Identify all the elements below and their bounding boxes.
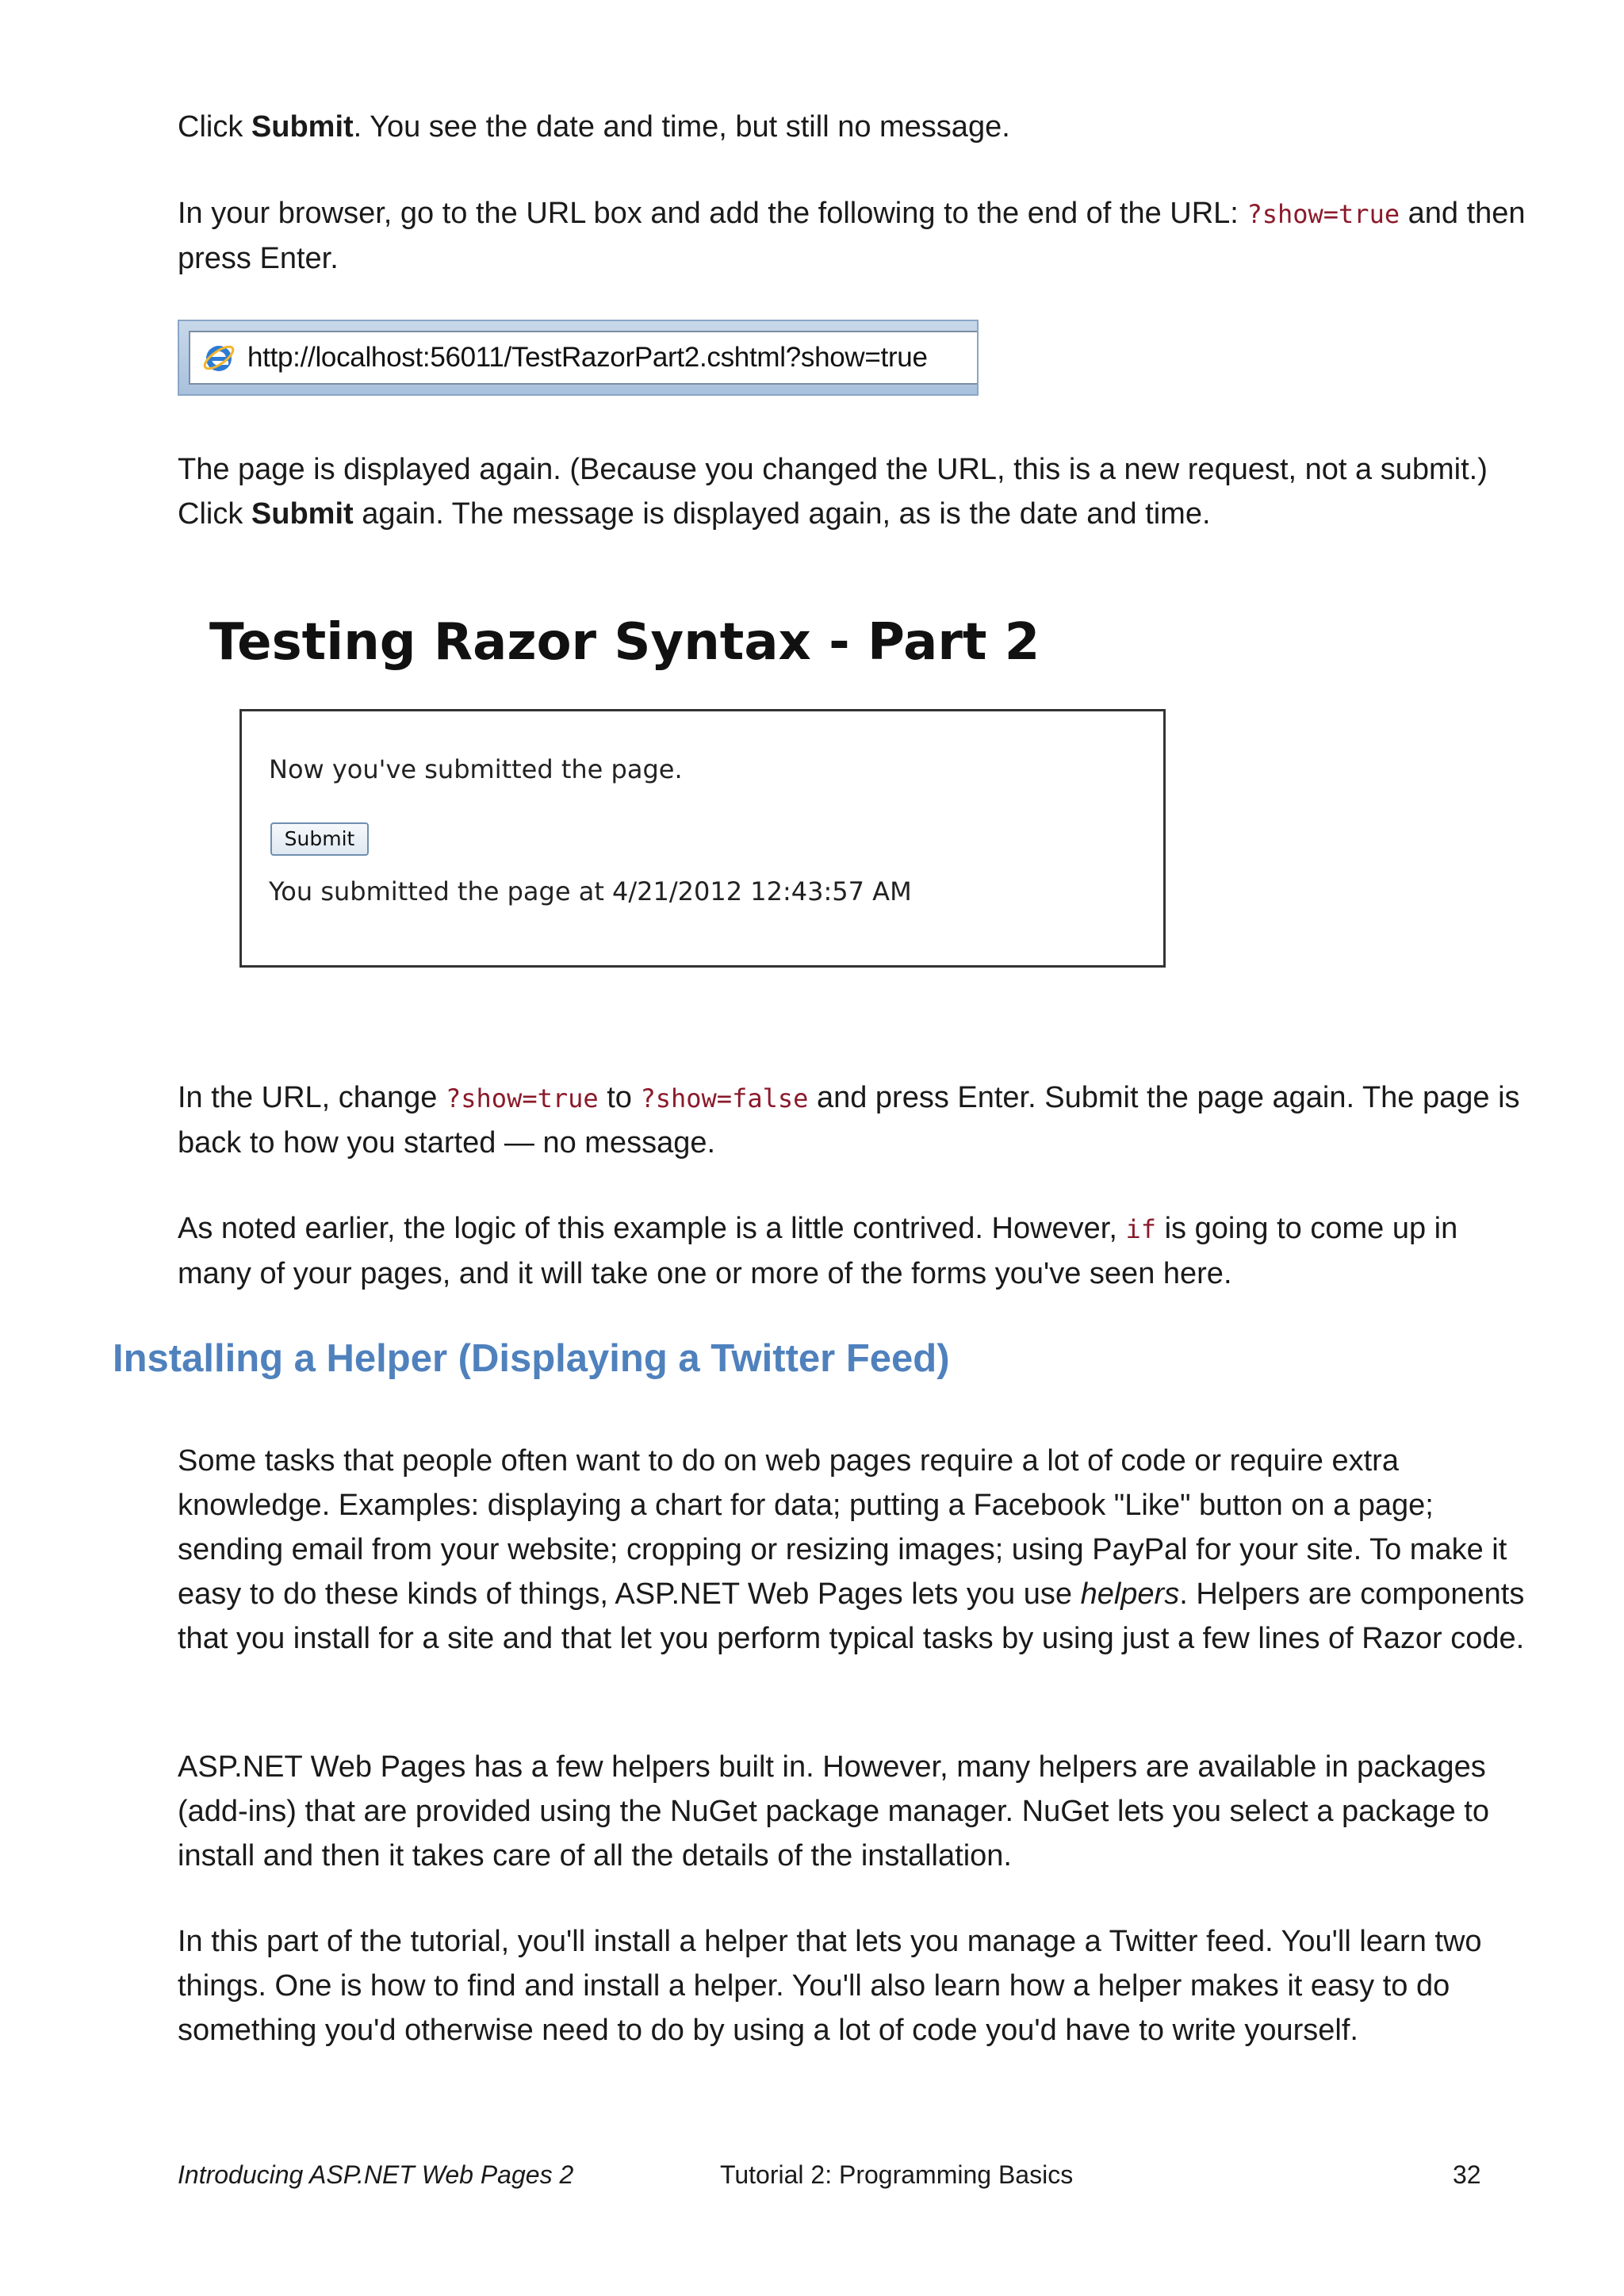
- paragraph-change-url: In the URL, change ?show=true to ?show=false and press Enter. Submit the page again. The page is back to how you started — no message.: [178, 1081, 1520, 1159]
- submit-button[interactable]: Submit: [270, 822, 369, 856]
- url-bar-screenshot: [178, 320, 979, 396]
- paragraph-page-displayed: The page is displayed again. (Because you changed the URL, this is a new request, not a submit.) Click Submit again. The message is displayed again, as is the date and time.: [178, 453, 1488, 531]
- paragraph-click-submit: Click Submit. You see the date and time, but still no message.: [178, 110, 1010, 144]
- paragraph-logic-contrived: As noted earlier, the logic of this example is a little contrived. However, if is going to come up in many of your pages, and it will take one or more of the forms you've seen here.: [178, 1212, 1458, 1290]
- screenshot-content-box: [239, 709, 1166, 968]
- paragraph-add-query: In your browser, go to the URL box and add the following to the end of the URL: ?show=true and then press Enter.: [178, 197, 1526, 275]
- paragraph-helpers-intro: Some tasks that people often want to do on web pages require a lot of code or require extra knowledge. Examples: displaying a chart for data; putting a Facebook "Like" button on a page; sending email from your website; cropping or resizing images; using PayPal for your site. To make it easy to do these kinds of things, ASP.NET Web Pages lets you use helpers. Helpers are components that you install for a site and that let you perform typical tasks by using just a few lines of Razor code.: [178, 1444, 1525, 1655]
- footer-page-number: 32: [1453, 2160, 1481, 2189]
- url-text: http://localhost:56011/TestRazorPart2.cshtml?show=true: [247, 342, 928, 373]
- footer-chapter: Tutorial 2: Programming Basics: [720, 2160, 1074, 2189]
- section-heading: Installing a Helper (Displaying a Twitter Feed): [113, 1337, 950, 1380]
- code-show-true-2: ?show=true: [446, 1083, 599, 1114]
- paragraph-tutorial-part: In this part of the tutorial, you'll install a helper that lets you manage a Twitter feed. You'll learn two things. One is how to find and install a helper. You'll also learn how a helper makes it easy to do something you'd otherwise need to do by using a lot of code you'd have to write yourself.: [178, 1925, 1482, 2047]
- submitted-message: Now you've submitted the page.: [269, 754, 683, 784]
- internet-explorer-icon: [201, 340, 236, 375]
- footer-book-title: Introducing ASP.NET Web Pages 2: [178, 2160, 574, 2189]
- address-field: [189, 331, 977, 385]
- paragraph-nuget: ASP.NET Web Pages has a few helpers built in. However, many helpers are available in packages (add-ins) that are provided using the NuGet package manager. NuGet lets you select a package to install and then it takes care of all the details of the installation.: [178, 1750, 1489, 1872]
- code-if: if: [1125, 1214, 1157, 1244]
- code-show-false: ?show=false: [640, 1083, 809, 1114]
- submitted-time: You submitted the page at 4/21/2012 12:43:57 AM: [269, 876, 912, 907]
- screenshot-page-title: Testing Razor Syntax - Part 2: [209, 613, 1040, 672]
- code-show-true: ?show=true: [1247, 199, 1400, 229]
